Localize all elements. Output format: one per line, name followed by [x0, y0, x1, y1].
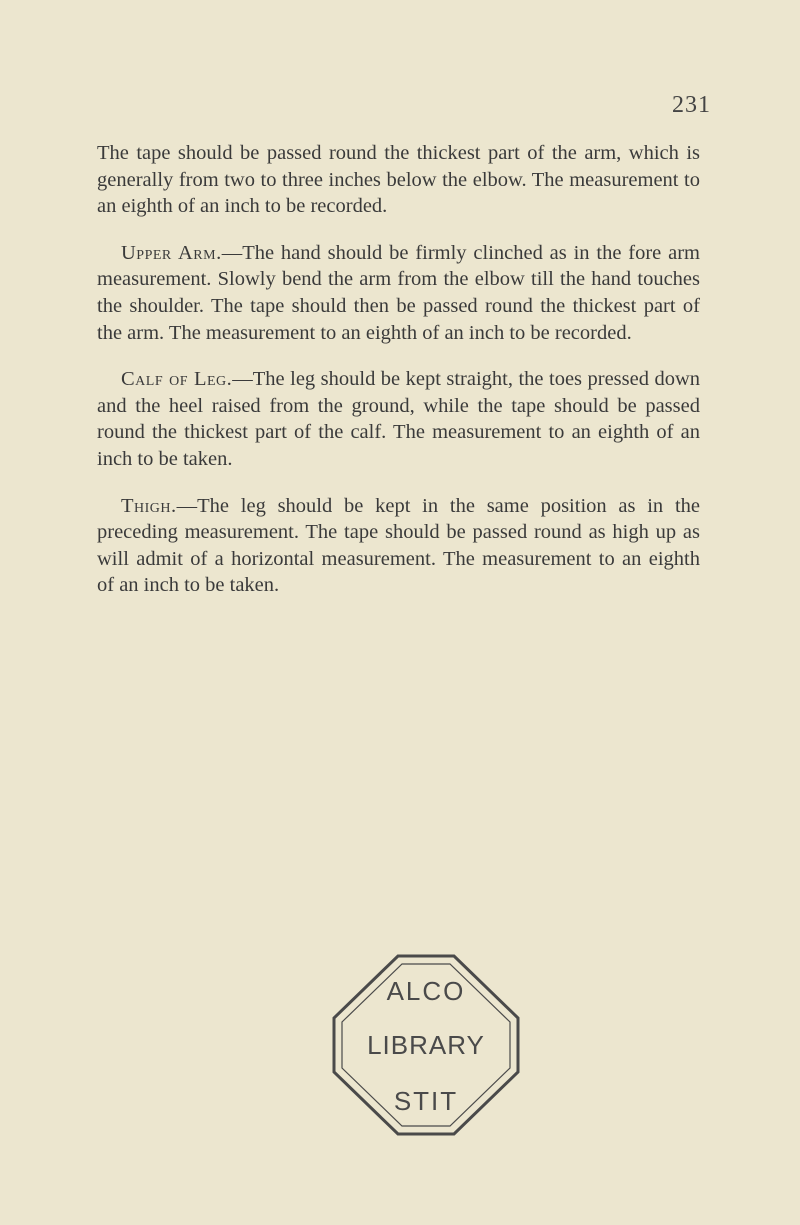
library-stamp-icon	[328, 950, 524, 1140]
body-text	[97, 140, 700, 619]
paragraph-text: —The leg should be kept in the same position as in the preceding measurement. The tape should be passed round as high up as will admit of a horizontal measurement. The measurement to an eighth of an inch to be taken.	[97, 494, 700, 597]
stamp-top-text: ALCO	[386, 976, 466, 1006]
section-heading-upper-arm: Upper Arm.	[121, 241, 222, 264]
section-heading-calf-of-leg: Calf of Leg.	[121, 368, 233, 391]
stamp-bottom-text: STIT	[393, 1086, 459, 1116]
page-number: 231	[672, 92, 711, 118]
paragraph-thigh	[97, 493, 700, 599]
paragraph-forearm	[97, 140, 700, 220]
stamp-label: LIBRARY	[367, 1030, 485, 1060]
paragraph-text: —The leg should be kept straight, the toes pressed down and the heel raised from the ground, while the tape should be passed round the thickest part of the calf. The measurement to an eighth of an inch to be taken.	[97, 368, 700, 470]
paragraph-text: —The hand should be firmly clinched as in the fore arm measurement. Slowly bend the arm from the elbow till the hand touches the shoulder. The tape should then be passed round the thickest part of the arm. The measurement to an eighth of an inch to be recorded.	[97, 241, 700, 344]
paragraph-upper-arm	[97, 240, 700, 346]
library-stamp	[328, 950, 524, 1140]
section-heading-thigh: Thigh.	[121, 494, 177, 517]
paragraph-calf-of-leg	[97, 366, 700, 472]
paragraph-text: The tape should be passed round the thickest part of the arm, which is generally from two to three inches below the elbow. The measurement to an eighth of an inch to be recorded.	[97, 142, 700, 218]
